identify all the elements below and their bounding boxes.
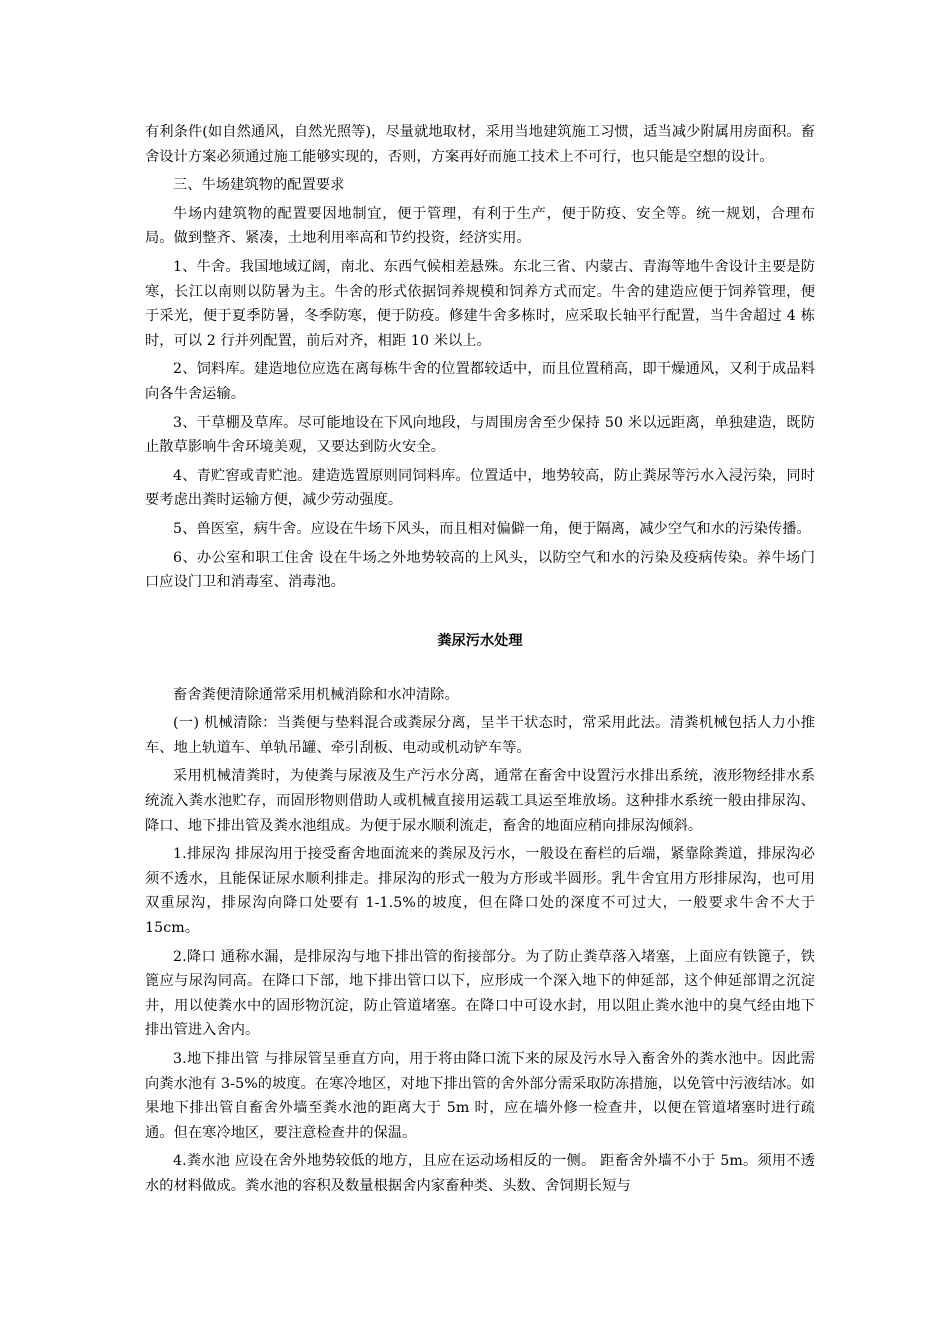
paragraph-office-dormitory: 6、办公室和职工住舍 设在牛场之外地势较高的上风头，以防空气和水的污染及疫病传染。养牛场门口应设门卫和消毒室、消毒池。: [145, 549, 815, 591]
paragraph-urine-ditch: 1.排尿沟 排尿沟用于接受畜舍地面流来的粪尿及污水，一般设在畜栏的后端，紧靠除粪道，排尿沟必须不透水，且能保证尿水顺利排走。排尿沟的形式一般为方形或半圆形。乳牛舍宜用方形排尿沟，也可用双重尿沟，排尿沟向降口处要有 1-1.5%的坡度，但在降口处的深度不可过大，一般要求牛舍不大于 15cm。: [145, 846, 815, 937]
paragraph-hay-shed: 3、干草棚及草库。尽可能地设在下风向地段，与周围房舍至少保持 50 米以远距离，单独建造，既防止散草影响牛舍环境美观，又要达到防火安全。: [145, 414, 815, 456]
paragraph-manure-removal: 畜舍粪便清除通常采用机械消除和水冲清除。: [173, 686, 459, 703]
section-title-manure-treatment: 粪尿污水处理: [437, 632, 523, 649]
subheading-building-layout: 三、牛场建筑物的配置要求: [173, 177, 345, 194]
paragraph-veterinary-room: 5、兽医室，病牛舍。应设在牛场下风头，而且相对偏僻一角，便于隔离，减少空气和水的污染传播。: [173, 520, 811, 537]
paragraph-drainage-system: 采用机械清粪时，为使粪与尿液及生产污水分离，通常在畜舍中设置污水排出系统，液形物经排水系统流入粪水池贮存，而固形物则借助人或机械直接用运载工具运至堆放场。这种排水系统一般由排尿沟、降口、地下排出管及粪水池组成。为便于尿水顺利流走，畜舍的地面应稍向排尿沟倾斜。: [145, 768, 815, 834]
paragraph-drain-inlet: 2.降口 通称水漏，是排尿沟与地下排出管的衔接部分。为了防止粪草落入堵塞，上面应有铁篦子，铁篦应与尿沟同高。在降口下部，地下排出管口以下，应形成一个深入地下的伸延部，这个伸延部谓之沉淀井，用以使粪水中的固形物沉淀，防止管道堵塞。在降口中可设水封，用以阻止粪水池中的臭气经由地下排出管进入舍内。: [145, 948, 815, 1039]
paragraph-cattle-shed: 1、牛舍。我国地域辽阔，南北、东西气候相差悬殊。东北三省、内蒙古、青海等地牛舍设计主要是防寒，长江以南则以防暑为主。牛舍的形式依据饲养规模和饲养方式而定。牛舍的建造应便于饲养管理，便于采光，便于夏季防暑，冬季防寒，便于防疫。修建牛舍多栋时，应采取长轴平行配置，当牛舍超过 4 栋时，可以 2 行并列配置，前后对齐，相距 10 米以上。: [145, 258, 815, 349]
paragraph-mechanical-removal: (一) 机械清除：当粪便与垫料混合或粪尿分离，呈半干状态时，常采用此法。清粪机械包括人力小推车、地上轨道车、单轨吊罐、牵引刮板、电动或机动铲车等。: [145, 715, 815, 756]
document-page: [145, 120, 815, 1203]
paragraph-silage-pit: 4、青贮窖或青贮池。建造选置原则同饲料库。位置适中，地势较高，防止粪尿等污水入浸污染，同时要考虑出粪时运输方便，减少劳动强度。: [145, 467, 815, 509]
paragraph-building-conditions: 有利条件(如自然通风，自然光照等)，尽量就地取材，采用当地建筑施工习惯，适当减少附属用房面积。畜舍设计方案必须通过施工能够实现的，否则，方案再好而施工技术上不可行，也只能是空想的设计。: [145, 124, 815, 165]
paragraph-feed-storage: 2、饲料库。建造地位应选在离每栋牛舍的位置都较适中，而且位置稍高，即干燥通风，又利于成品料向各牛舍运输。: [145, 361, 815, 402]
paragraph-layout-principles: 牛场内建筑物的配置要因地制宜，便于管理，有利于生产，便于防疫、安全等。统一规划，合理布局。做到整齐、紧凑，土地利用率高和节约投资，经济实用。: [145, 205, 815, 247]
paragraph-underground-pipe: 3.地下排出管 与排尿管呈垂直方向，用于将由降口流下来的尿及污水导入畜舍外的粪水池中。因此需向粪水池有 3-5%的坡度。在寒冷地区，对地下排出管的舍外部分需采取防冻措施，以免管中污液结冰。如果地下排出管自畜舍外墙至粪水池的距离大于 5m 时，应在墙外修一检查井，以便在管道堵塞时进行疏通。但在寒冷地区，要注意检查井的保温。: [145, 1051, 815, 1141]
paragraph-manure-pit: 4.粪水池 应设在舍外地势较低的地方，且应在运动场相反的一侧。 距畜舍外墙不小于 5m。须用不透水的材料做成。粪水池的容积及数量根据舍内家畜种类、头数、舍饲期长短与: [145, 1153, 815, 1194]
